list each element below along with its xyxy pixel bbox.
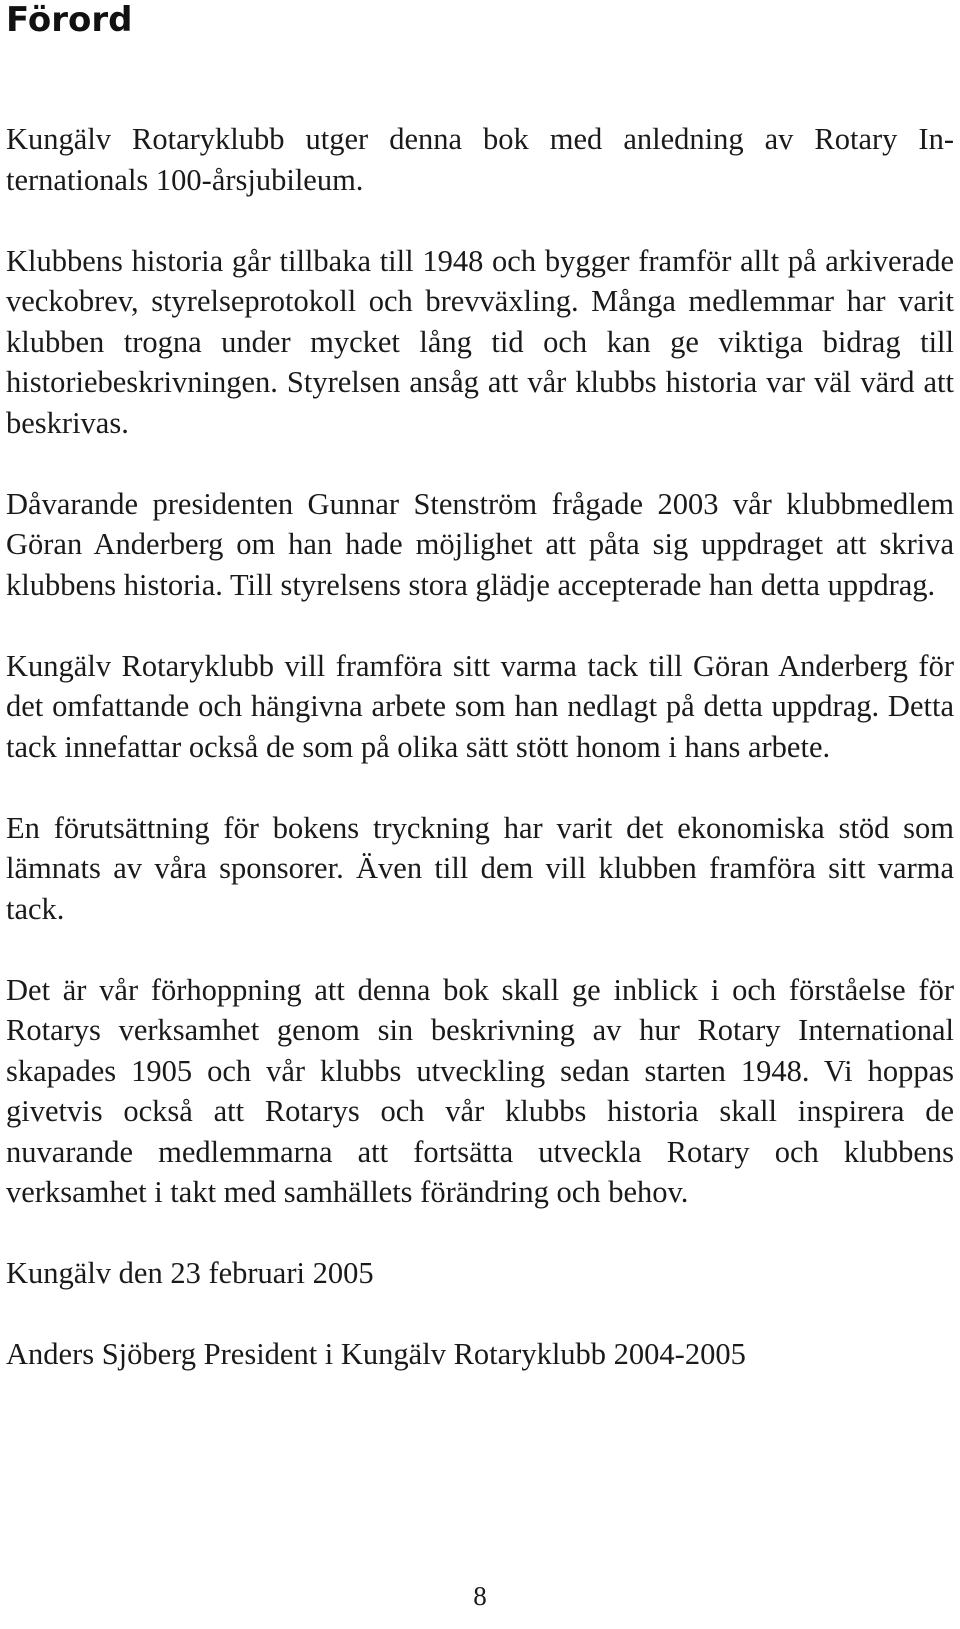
paragraph-4: Kungälv Rotaryklubb vill framföra sitt varma tack till Göran Anderberg för det omfattande och hängivna arbete som han nedlagt på detta uppdrag. Detta tack innefattar också de som på olika sätt stött honom i hans arbete. (6, 648, 954, 764)
page-title: Förord (6, 0, 133, 40)
place-date: Kungälv den 23 februari 2005 (6, 1256, 374, 1290)
page-number: 8 (473, 1581, 487, 1611)
paragraph-6: Det är vår förhoppning att denna bok skall ge inblick i och förståelse för Rotarys verksamhet genom sin beskrivning av hur Rotary International skapades 1905 och vår klubbs utveckling sedan starten 1948. Vi hoppas givetvis också att Rotarys och vår klubbs historia skall inspirera de nuvarande medlemmarna att fortsätta utveckla Rotary och klubbens verksamhet i takt med samhällets förändring och behov. (6, 972, 954, 1209)
signature-line: Anders Sjöberg President i Kungälv Rotaryklubb 2004-2005 (6, 1337, 746, 1371)
paragraph-1: Kungälv Rotaryklubb utger denna bok med anledning av Rotary Internationals 100-årsjubileum. (6, 122, 954, 197)
paragraph-5: En förutsättning för bokens tryckning har varit det ekonomiska stöd som lämnats av våra sponsorer. Även till dem vill klubben framföra sitt varma tack. (6, 810, 954, 926)
foreword-body (6, 119, 954, 1375)
paragraph-2: Klubbens historia går tillbaka till 1948 och bygger framför allt på arkiverade veckobrev, styrelseprotokoll och brevväxling. Många medlemmar har varit klubben trogna under mycket lång tid och kan ge viktiga bidrag till historiebeskrivningen. Styrelsen ansåg att vår klubbs historia var väl värd att beskrivas. (6, 243, 954, 440)
paragraph-3: Dåvarande presidenten Gunnar Stenström frågade 2003 vår klubbmedlem Göran Anderberg om han hade möjlighet att påta sig uppdraget att skriva klubbens historia. Till styrelsens stora glädje accepterade han detta uppdrag. (6, 486, 954, 602)
